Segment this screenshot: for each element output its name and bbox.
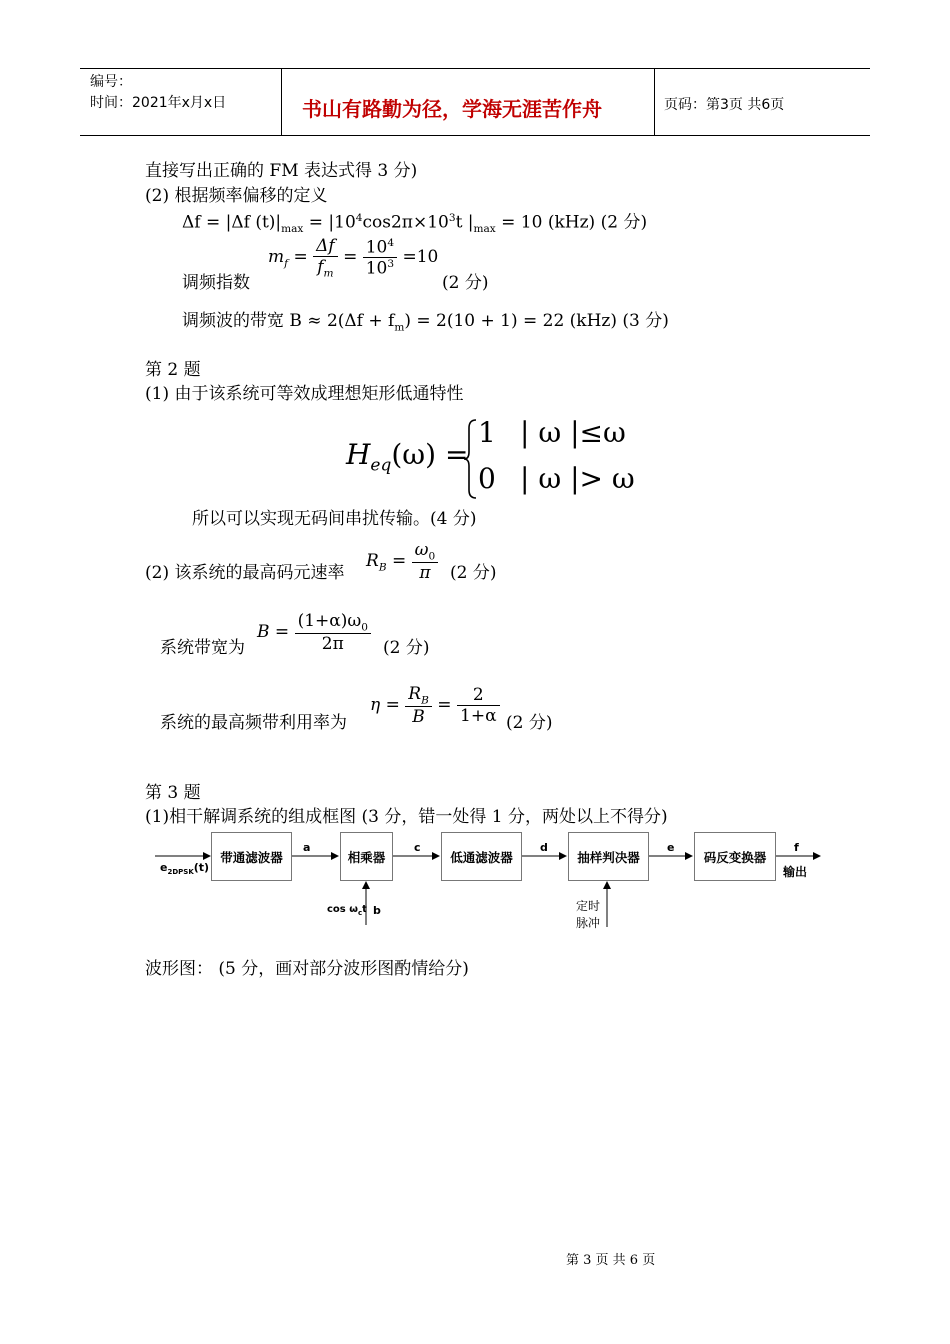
timing-label-2: 脉冲 (576, 916, 601, 930)
eta-r-sub: B (421, 694, 429, 707)
signal-c-label: c (414, 841, 421, 854)
eq-sign: = (343, 247, 358, 268)
rb-num-sub: 0 (428, 550, 436, 563)
mf-label: 调频指数 (182, 273, 250, 293)
mf-m: m (268, 247, 285, 268)
q2-part1: (1) 由于该系统可等效成理想矩形低通特性 (145, 384, 464, 404)
motto: 书山有路勤为径，学海无涯苦作舟 (302, 97, 602, 121)
mf-n2: 10 (365, 258, 388, 279)
rb-num: ω (414, 540, 429, 560)
input-e: e (160, 861, 168, 874)
eq-sign: = (391, 551, 407, 572)
bandpass-filter-block: 带通滤波器 (211, 832, 292, 881)
input-sub: 2DPSK (167, 868, 194, 877)
eta-num2: 2 (457, 685, 500, 706)
line-1: 直接写出正确的 FM 表达式得 3 分) (145, 161, 418, 181)
rb-r: R (366, 551, 379, 572)
output-label: 输出 (783, 865, 808, 879)
signal-e-label: e (667, 841, 675, 854)
eta-r: R (408, 684, 422, 704)
eq-sign: = (274, 622, 290, 643)
carrier-sub: c (357, 909, 363, 917)
bw2-label: 系统带宽为 (160, 638, 245, 658)
eq-part: = |10 (303, 212, 356, 233)
eta-score: (2 分) (506, 713, 553, 733)
mf-n1-sup: 4 (387, 236, 395, 249)
eta-symbol: η (370, 695, 381, 716)
waveform-line: 波形图： (5 分，画对部分波形图酌情给分) (145, 959, 469, 979)
bw2-score: (2 分) (383, 638, 430, 658)
heq-row2-cond: | ω |> ω (520, 462, 635, 495)
signal-b-label: b (373, 904, 381, 917)
carrier-cos: cos ω (327, 904, 358, 915)
eq-sub: max (281, 223, 304, 236)
rb-label: (2) 该系统的最高码元速率 (145, 563, 345, 583)
mf-m-sub: f (284, 257, 289, 270)
mf-den: f (317, 257, 324, 277)
code-label: 编号： (90, 74, 132, 90)
signal-a-label: a (303, 841, 311, 854)
bw2-num-sub: 0 (361, 621, 368, 634)
multiplier-block: 相乘器 (340, 832, 393, 881)
q2-title: 第 2 题 (145, 360, 201, 380)
bw2-num: (1+α)ω (297, 611, 362, 631)
signal-d-label: d (540, 841, 548, 854)
input-signal-label (160, 861, 209, 876)
bw2-b: B (257, 622, 270, 643)
eq-part: t | (455, 212, 474, 233)
lowpass-filter-block: 低通滤波器 (441, 832, 522, 881)
mf-result: =10 (402, 247, 439, 268)
eq-part: = 10 (kHz) (2 分) (495, 212, 648, 233)
eq-sign: = (293, 247, 308, 268)
carrier-t: t (362, 904, 367, 915)
heq-sub: eq (370, 455, 392, 476)
rb-den: π (419, 563, 431, 584)
carrier-label (327, 904, 367, 917)
footer-page-number: 第 3 页 共 6 页 (566, 1253, 656, 1268)
code-inverter-block: 码反变换器 (694, 832, 776, 881)
heq-row1-val: 1 (478, 416, 496, 449)
eta-den2: 1+α (460, 706, 497, 727)
heq-arg: (ω) = (391, 438, 469, 471)
eq-sup: 4 (355, 212, 363, 224)
eq-sub: max (473, 223, 496, 236)
eta-label: 系统的最高频带利用率为 (160, 713, 347, 733)
bw-label: 调频波的带宽 B ≈ 2(Δf + f (182, 311, 395, 331)
heq-row1-cond: | ω |≤ω (520, 416, 626, 449)
eta-b: B (412, 707, 425, 728)
mf-score: (2 分) (442, 273, 489, 293)
mf-n1: 10 (365, 237, 388, 258)
line-2: (2) 根据频率偏移的定义 (145, 186, 328, 206)
mf-n2-sup: 3 (387, 258, 395, 271)
sampling-decision-block: 抽样判决器 (568, 832, 649, 881)
bw-sub: m (394, 321, 405, 334)
q2-part2: 所以可以实现无码间串扰传输。(4 分) (192, 509, 477, 529)
timing-label-1: 定时 (576, 899, 601, 913)
time-label: 时间：2021年x月x日 (90, 95, 227, 111)
eq-sign: = (385, 695, 400, 716)
rb-score: (2 分) (450, 563, 497, 583)
q3-part1: (1)相干解调系统的组成框图 (3 分，错一处得 1 分，两处以上不得分) (145, 807, 668, 827)
mf-num: Δf (313, 236, 338, 257)
heq-h: H (346, 438, 371, 471)
bw-rest: ) = 2(10 + 1) = 22 (kHz) (3 分) (404, 311, 669, 331)
bw2-den: 2π (321, 634, 344, 655)
heq-row2-val: 0 (478, 462, 496, 495)
input-t: (t) (193, 861, 210, 874)
signal-f-label: f (794, 841, 799, 854)
mf-den-sub: m (323, 267, 334, 280)
eq-part: Δf = |Δf (t)| (182, 212, 282, 233)
eq-sup: 3 (448, 212, 456, 224)
eq-part: cos2π×10 (362, 212, 449, 233)
q3-title: 第 3 题 (145, 783, 201, 803)
page-label: 页码：第3页 共6页 (664, 97, 785, 113)
rb-r-sub: B (378, 561, 387, 574)
eq-sign: = (437, 695, 452, 716)
